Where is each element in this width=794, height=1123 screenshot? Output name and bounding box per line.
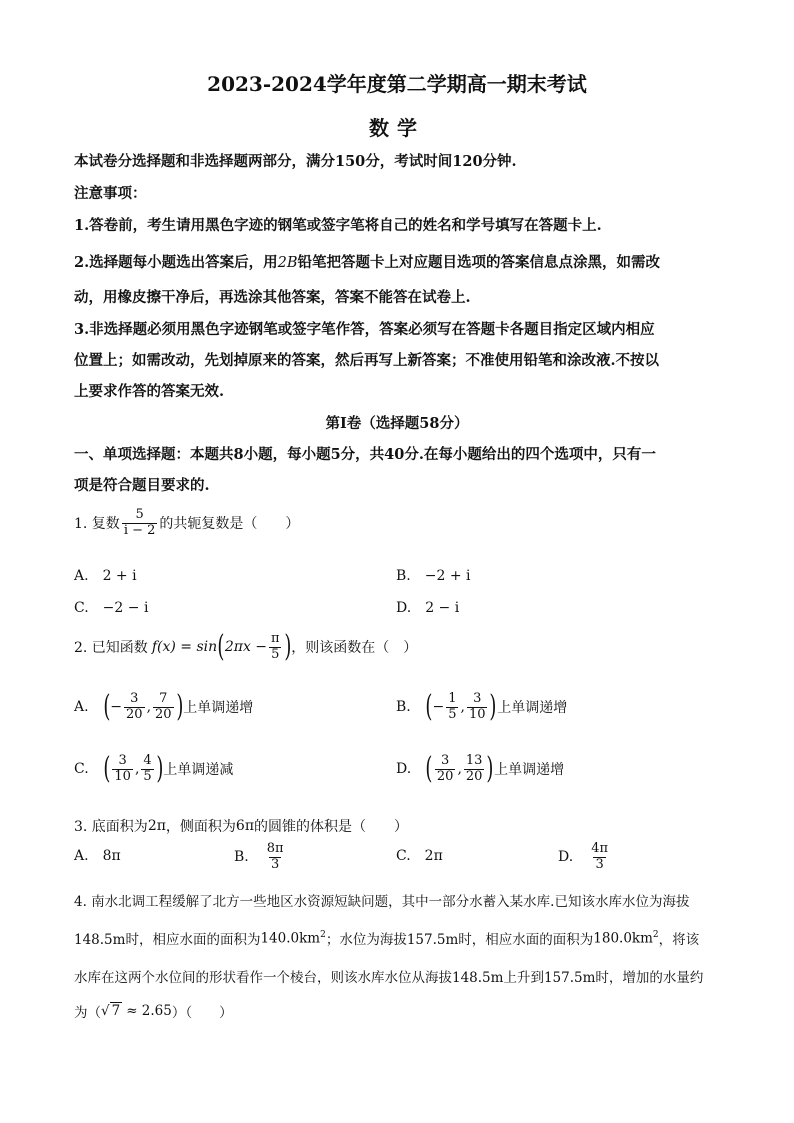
q1-option-b[interactable] [396, 568, 471, 584]
minus-sign: − [110, 699, 123, 716]
option-a-label: A. [74, 848, 89, 864]
q2-a-frac-2 [153, 692, 174, 723]
den: 20 [126, 706, 143, 722]
q4-sqrt: √ 7 [101, 1003, 121, 1019]
option-c-label: C. [74, 761, 89, 778]
q1-denominator: i − 2 [123, 522, 156, 538]
q4-l2a: 148.5m时，相应水面的面积为 [74, 932, 261, 948]
section-desc-2: 项是符合题目要求的. [74, 477, 210, 494]
num: 3 [473, 691, 482, 706]
den: 3 [595, 856, 604, 872]
q3-a-text: 8π [102, 848, 121, 864]
q3-c-text: 2π [424, 848, 443, 864]
option-d-label: D. [396, 600, 412, 616]
option-c-label: C. [396, 848, 411, 864]
num: 8π [266, 841, 284, 856]
num: 4 [143, 753, 152, 768]
q3-b-frac [265, 842, 286, 873]
num: 7 [159, 691, 168, 706]
q2-a-frac-1 [124, 692, 145, 723]
q3-math-1: 2π [147, 818, 166, 834]
q2-option-d[interactable] [396, 751, 565, 787]
q1-option-a[interactable] [74, 568, 137, 584]
q2-inner: 2πx − [224, 639, 268, 656]
option-b-label: B. [396, 568, 411, 584]
q2-pi-den: 5 [271, 646, 280, 662]
intro-line-2: 注意事项： [74, 185, 147, 202]
q2-function: f(x) = sin [151, 639, 218, 656]
q2-c-text: 上单调递减 [163, 762, 234, 779]
q2-prefix: 2. 已知函数 [74, 640, 148, 657]
q1-b-text: −2 + i [424, 568, 471, 584]
q2-c-frac-1 [112, 754, 133, 785]
q3-option-c[interactable] [396, 848, 443, 864]
num: 3 [130, 691, 139, 706]
intro-line-1: 本试卷分选择题和非选择题两部分，满分150分，考试时间120分钟. [74, 153, 517, 170]
q4-l4a: 为（ [74, 1005, 101, 1021]
q1-c-text: −2 − i [102, 600, 149, 616]
left-paren: ( [217, 629, 225, 665]
section-desc-1: 一、单项选择题：本题共8小题，每小题5分，共40分.在每小题给出的四个选项中，只有一 [74, 446, 656, 463]
comma: , [146, 699, 152, 716]
comma: , [460, 699, 465, 716]
intro-line-3: 1.答卷前，考生请用黑色字迹的钢笔或签字笔将自己的姓名和学号填写在答题卡上. [74, 217, 602, 234]
left-paren: ( [103, 751, 111, 787]
intro-line-4a: 2.选择题每小题选出答案后，用 [74, 254, 278, 271]
q3-d-frac [589, 842, 610, 873]
q2-suffix: ，则该函数在（ ） [291, 640, 418, 657]
q2-d-frac-1 [435, 754, 456, 785]
q2-option-c[interactable] [74, 751, 234, 787]
right-paren: ) [486, 751, 494, 787]
q3-option-b[interactable] [234, 842, 288, 873]
q4-l4c: ）（ ） [171, 1005, 233, 1021]
den: 20 [155, 706, 172, 722]
den: 5 [448, 706, 457, 722]
q4-line-3: 水库在这两个水位间的形状看作一个棱台，则该水库水位从海拔148.5m上升到157.5m时，增加的水量约 [74, 970, 704, 986]
intro-line-4b: 铅笔把答题卡上对应题目选项的答案信息点涂黑，如需改 [297, 254, 661, 271]
q2-option-a[interactable] [74, 689, 254, 725]
option-d-label: D. [396, 761, 412, 778]
section-title: 第Ⅰ卷（选择题58分） [325, 415, 469, 432]
q4-l2c: ，将该 [658, 932, 700, 948]
intro-line-6: 3.非选择题必须用黑色字迹钢笔或签字笔作答，答案必须写在答题卡各题目指定区域内相应 [74, 321, 655, 338]
question-1 [74, 508, 299, 539]
q4-area-1-value: 140.0km [260, 930, 321, 947]
minus-sign: − [432, 699, 445, 716]
pencil-grade: 2B [277, 255, 298, 271]
option-a-label: A. [74, 568, 89, 584]
q4-l2b: ；水位为海拔157.5m时，相应水面的面积为 [325, 932, 594, 948]
comma: , [134, 761, 140, 778]
q1-fraction [122, 508, 158, 539]
q3-option-d[interactable] [558, 842, 612, 873]
q4-sqrt-radicand: 7 [111, 1003, 121, 1019]
intro-line-5: 动，用橡皮擦干净后，再选涂其他答案，答案不能答在试卷上. [74, 289, 471, 306]
q1-numerator: 5 [135, 507, 144, 522]
q2-pi-fraction [269, 632, 282, 663]
den: 5 [143, 768, 152, 784]
q4-area-1-exp: 2 [320, 929, 326, 940]
q2-b-text: 上单调递增 [497, 700, 568, 717]
q1-a-text: 2 + i [102, 568, 137, 584]
q4-area-2-value: 180.0km [593, 930, 653, 947]
right-paren: ) [175, 689, 183, 725]
q1-d-text: 2 − i [425, 600, 460, 616]
q1-option-c[interactable] [74, 600, 148, 616]
num: 1 [448, 691, 457, 706]
num: 3 [441, 753, 450, 768]
q2-option-b[interactable] [396, 689, 568, 725]
option-c-label: C. [74, 600, 89, 616]
right-paren: ) [489, 689, 497, 725]
q3-option-a[interactable] [74, 848, 121, 864]
left-paren: ( [102, 689, 110, 725]
question-3 [74, 816, 408, 836]
q2-d-text: 上单调递增 [494, 762, 565, 779]
right-paren: ) [156, 751, 164, 787]
den: 3 [271, 856, 280, 872]
q1-suffix: 的共轭复数是（ ） [159, 516, 300, 533]
q4-line-1: 4. 南水北调工程缓解了北方一些地区水资源短缺问题，其中一部分水蓄入某水库.已知该水库水位为海拔 [74, 894, 690, 910]
q2-pi-num: π [271, 631, 280, 646]
q2-b-frac-1 [446, 692, 458, 723]
q2-b-frac-2 [467, 692, 488, 723]
den: 20 [465, 768, 483, 784]
option-b-label: B. [234, 849, 249, 866]
question-2 [74, 629, 418, 665]
option-b-label: B. [396, 699, 411, 716]
comma: , [457, 761, 462, 778]
q4-area-1 [260, 930, 325, 947]
q2-c-frac-2 [141, 754, 153, 785]
option-d-label: D. [558, 849, 574, 866]
q3-text-c: 的圆锥的体积是（ ） [254, 819, 409, 835]
q1-option-d[interactable] [396, 600, 459, 616]
den: 20 [436, 768, 454, 784]
q4-area-2 [593, 930, 658, 947]
q3-text-a: 3. 底面积为 [74, 819, 148, 835]
num: 13 [465, 753, 483, 768]
den: 10 [114, 768, 131, 784]
intro-line-4 [74, 251, 734, 272]
q4-line-2 [74, 928, 699, 948]
q2-a-text: 上单调递增 [183, 700, 254, 717]
exam-title: 2023-2024学年度第二学期高一期末考试 [207, 72, 587, 96]
q4-area-2-exp: 2 [652, 929, 659, 940]
q3-text-b: ，侧面积为 [165, 819, 236, 835]
q2-d-frac-2 [464, 754, 485, 785]
intro-line-7: 位置上；如需改动，先划掉原来的答案，然后再写上新答案；不准使用铅笔和涂改液.不按以 [74, 352, 660, 369]
den: 10 [468, 706, 486, 722]
intro-line-8: 上要求作答的答案无效. [74, 383, 225, 400]
num: 4π [591, 841, 609, 856]
num: 3 [118, 753, 127, 768]
q3-math-2: 6π [235, 818, 255, 834]
left-paren: ( [425, 751, 433, 787]
q4-approx: ≈ 2.65 [126, 1003, 172, 1019]
option-a-label: A. [74, 699, 89, 716]
subject-title: 数学 [369, 116, 425, 140]
q1-prefix: 1. 复数 [74, 516, 120, 533]
q4-line-4 [74, 1001, 233, 1021]
left-paren: ( [425, 689, 433, 725]
right-paren: ) [283, 629, 291, 665]
